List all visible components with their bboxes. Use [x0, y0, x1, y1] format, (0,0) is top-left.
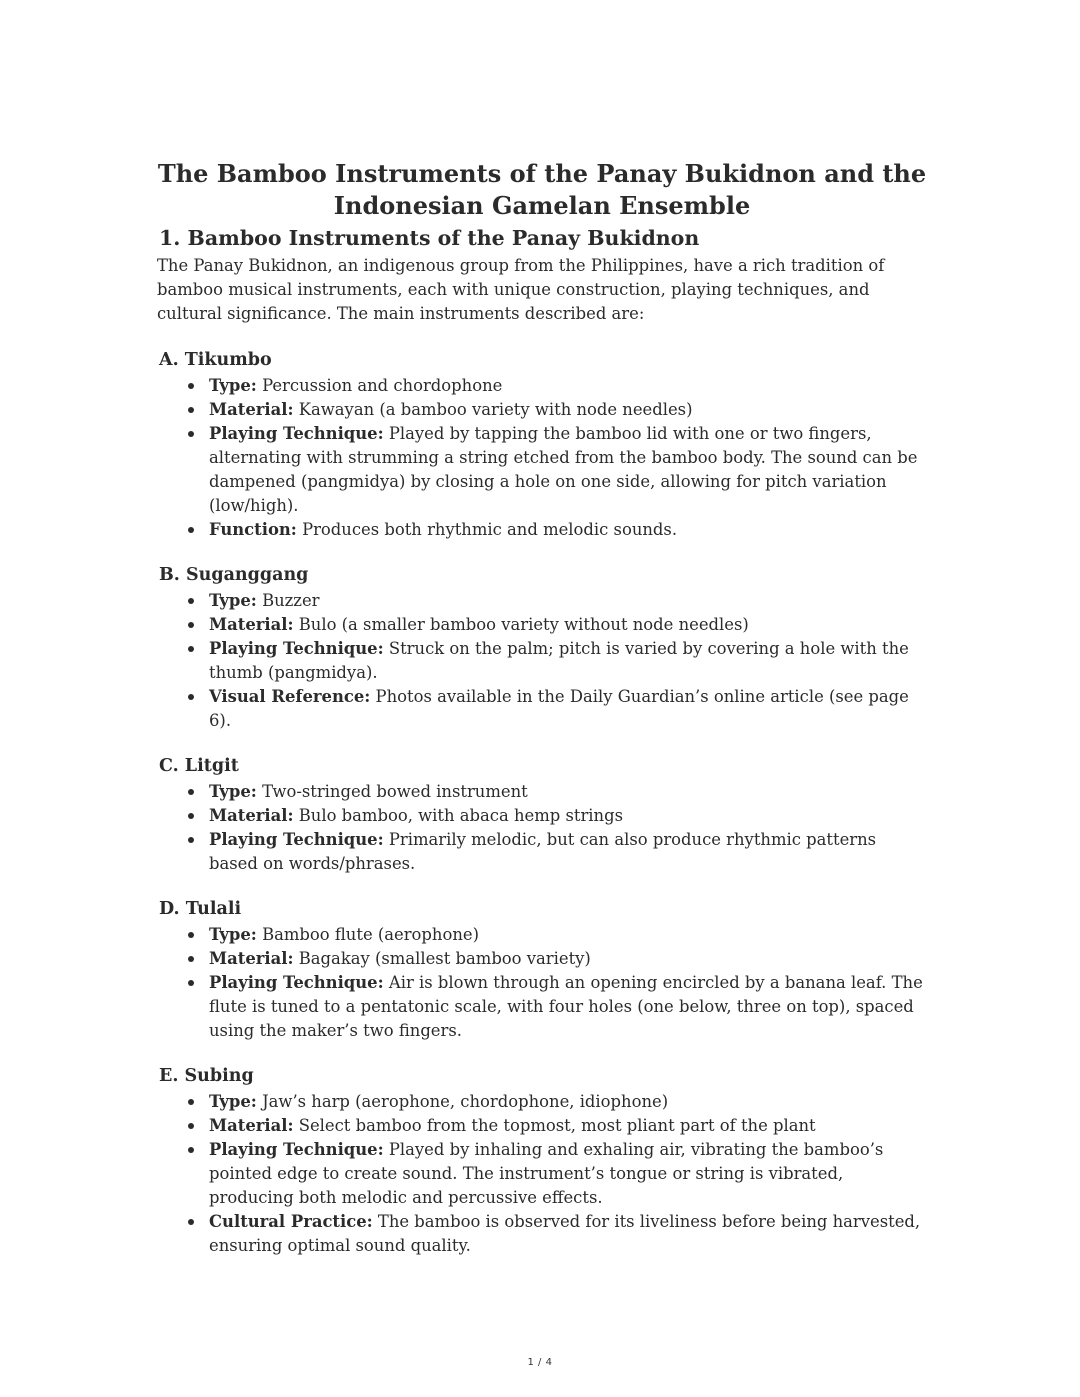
- document-page: [157, 158, 927, 1258]
- item-label: Material:: [209, 806, 294, 825]
- item-label: Type:: [209, 591, 257, 610]
- item-text: Percussion and chordophone: [256, 376, 503, 395]
- list-item: [209, 518, 927, 542]
- instrument-details-list: [157, 589, 927, 733]
- instrument-heading: E. Subing: [159, 1066, 254, 1086]
- list-item: [209, 923, 927, 947]
- list-item: [209, 589, 927, 613]
- item-label: Playing Technique:: [209, 639, 384, 658]
- item-label: Material:: [209, 615, 294, 634]
- item-text: Bagakay (smallest bamboo variety): [293, 949, 591, 968]
- item-text: Bamboo flute (aerophone): [256, 925, 479, 944]
- instrument-heading: B. Suganggang: [159, 565, 309, 585]
- item-label: Cultural Practice:: [209, 1212, 373, 1231]
- item-label: Playing Technique:: [209, 973, 384, 992]
- instrument-heading: A. Tikumbo: [159, 350, 272, 370]
- item-label: Playing Technique:: [209, 830, 384, 849]
- item-text: Buzzer: [256, 591, 320, 610]
- item-label: Visual Reference:: [209, 687, 371, 706]
- list-item: [209, 637, 927, 685]
- instrument-litgit: [157, 753, 927, 876]
- instrument-details-list: [157, 780, 927, 876]
- list-item: [209, 804, 927, 828]
- list-item: [209, 685, 927, 733]
- list-item: [209, 1090, 927, 1114]
- page-number: 1 / 4: [527, 1357, 553, 1368]
- document-title: The Bamboo Instruments of the Panay Bukidnon and the Indonesian Gamelan Ensemble: [157, 159, 927, 220]
- item-label: Type:: [209, 1092, 257, 1111]
- instrument-heading: C. Litgit: [159, 756, 239, 776]
- item-label: Type:: [209, 925, 257, 944]
- item-text: Jaw’s harp (aerophone, chordophone, idiophone): [256, 1092, 669, 1111]
- instrument-tikumbo: [157, 347, 927, 542]
- list-item: [209, 1138, 927, 1210]
- list-item: [209, 780, 927, 804]
- item-label: Playing Technique:: [209, 424, 384, 443]
- item-text: Played by inhaling and exhaling air, vibrating the bamboo’s pointed edge to create sound. The instrument’s tongue or string is vibrated, producing both melodic and percussive effects.: [209, 1140, 884, 1207]
- item-text: Photos available in the Daily Guardian’s online article (see page 6).: [209, 687, 909, 730]
- item-label: Type:: [209, 376, 257, 395]
- list-item: [209, 374, 927, 398]
- item-text: Kawayan (a bamboo variety with node needles): [293, 400, 693, 419]
- list-item: [209, 1114, 927, 1138]
- section-intro: The Panay Bukidnon, an indigenous group from the Philippines, have a rich tradition of bamboo musical instruments, each with unique construction, playing techniques, and cultural significance. The main instruments described are:: [157, 256, 885, 323]
- item-text: Primarily melodic, but can also produce rhythmic patterns based on words/phrases.: [209, 830, 877, 873]
- instrument-details-list: [157, 1090, 927, 1258]
- list-item: [209, 613, 927, 637]
- item-label: Material:: [209, 949, 294, 968]
- list-item: [209, 947, 927, 971]
- item-text: Bulo (a smaller bamboo variety without node needles): [293, 615, 749, 634]
- instrument-suganggang: [157, 562, 927, 733]
- item-label: Material:: [209, 400, 294, 419]
- instrument-subing: [157, 1063, 927, 1258]
- item-text: Bulo bamboo, with abaca hemp strings: [293, 806, 623, 825]
- item-text: Struck on the palm; pitch is varied by covering a hole with the thumb (pangmidya).: [209, 639, 909, 682]
- instrument-details-list: [157, 923, 927, 1043]
- instrument-details-list: [157, 374, 927, 542]
- item-label: Material:: [209, 1116, 294, 1135]
- item-label: Type:: [209, 782, 257, 801]
- list-item: [209, 398, 927, 422]
- item-text: Produces both rhythmic and melodic sounds.: [296, 520, 678, 539]
- section-heading: 1. Bamboo Instruments of the Panay Bukidnon: [159, 226, 700, 250]
- item-text: The bamboo is observed for its liveliness before being harvested, ensuring optimal sound quality.: [209, 1212, 921, 1255]
- instrument-heading: D. Tulali: [159, 899, 242, 919]
- item-text: Select bamboo from the topmost, most pliant part of the plant: [293, 1116, 816, 1135]
- list-item: [209, 828, 927, 876]
- item-text: Air is blown through an opening encircled by a banana leaf. The flute is tuned to a pentatonic scale, with four holes (one below, three on top), spaced using the maker’s two fingers.: [209, 973, 923, 1040]
- list-item: [209, 971, 927, 1043]
- item-text: Two-stringed bowed instrument: [256, 782, 528, 801]
- list-item: [209, 1210, 927, 1258]
- item-text: Played by tapping the bamboo lid with one or two fingers, alternating with strumming a string etched from the bamboo body. The sound can be dampened (pangmidya) by closing a hole on one side, allowing for pitch variation (low/high).: [209, 424, 918, 515]
- list-item: [209, 422, 927, 518]
- instrument-tulali: [157, 896, 927, 1043]
- item-label: Function:: [209, 520, 297, 539]
- item-label: Playing Technique:: [209, 1140, 384, 1159]
